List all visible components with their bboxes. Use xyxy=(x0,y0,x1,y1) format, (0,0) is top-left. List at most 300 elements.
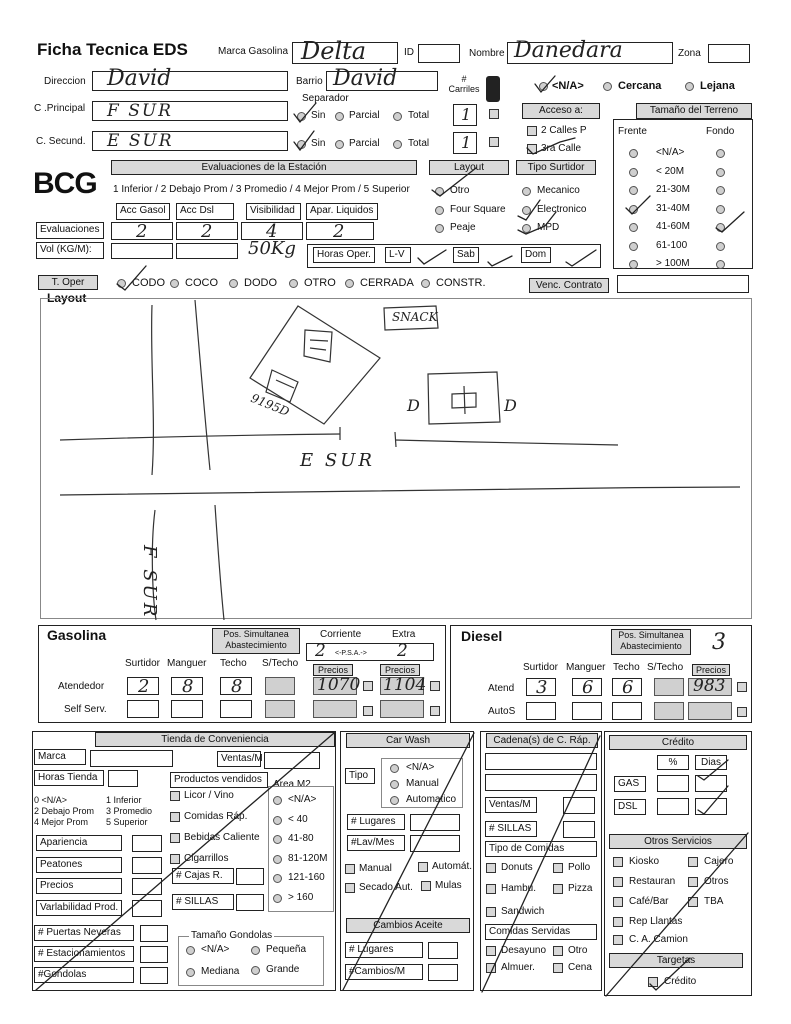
dsl-autos-manguer[interactable] xyxy=(572,702,602,720)
form-title: Ficha Tecnica EDS xyxy=(37,40,188,59)
gondola-title: Tamaño Gondolas xyxy=(191,930,273,941)
eval-accgasol-value: 2 xyxy=(136,221,148,242)
evaluaciones-label: Evaluaciones xyxy=(36,222,104,239)
tienda-area-radio[interactable] xyxy=(273,855,282,864)
servida-otro-label: Otro xyxy=(568,945,588,956)
servida-otro-check[interactable] xyxy=(553,946,563,956)
gondola-mediana-radio[interactable] xyxy=(186,968,195,977)
sep-total-label-2: Total xyxy=(408,138,430,149)
lv-label: L-V xyxy=(385,247,411,263)
gas-precio-check-2[interactable] xyxy=(430,681,440,691)
otros-servicio-check[interactable] xyxy=(688,857,698,867)
carwash-mulas-check[interactable] xyxy=(421,881,431,891)
tarjeta-credito-check[interactable] xyxy=(648,977,658,987)
terreno-size-label: 41-60M xyxy=(656,221,690,232)
toper-radio[interactable] xyxy=(289,279,298,288)
carwash-lugares-field[interactable] xyxy=(410,814,460,831)
otros-servicio-check[interactable] xyxy=(613,897,623,907)
terreno-size-label: 21-30M xyxy=(656,184,690,195)
tienda-gondolas-field[interactable] xyxy=(140,967,168,984)
tienda-rating-field[interactable] xyxy=(132,857,162,874)
tienda-area-label: <N/A> xyxy=(288,794,317,805)
acceso-2calles-label: 2 Calles P xyxy=(541,125,587,136)
fondo-label: Fondo xyxy=(706,126,735,137)
eval-col-accdsl: Acc Dsl xyxy=(176,203,234,220)
eval-scale: 1 Inferior / 2 Debajo Prom / 3 Promedio / 4 Mejor Prom / 5 Superior xyxy=(113,184,410,195)
terreno-header: Tamaño del Terreno xyxy=(636,103,752,119)
acceso-3ra-check[interactable] xyxy=(527,144,537,154)
gas-self-precio-1[interactable] xyxy=(313,700,357,718)
eval-header: Evaluaciones de la Estación xyxy=(111,160,417,175)
sep-parcial-label-2: Parcial xyxy=(349,138,380,149)
layout-foursquare-radio[interactable] xyxy=(435,206,444,215)
surtidor-header: Tipo Surtidor xyxy=(516,160,596,175)
tienda-rating-field[interactable] xyxy=(132,878,162,895)
dsl-precio-value: 983 xyxy=(693,676,726,696)
extra-label: Extra xyxy=(392,629,416,640)
proximity-cercana-radio[interactable] xyxy=(603,82,612,91)
csecund-value: E SUR xyxy=(107,131,174,151)
carwash-na-label: <N/A> xyxy=(406,762,435,773)
toper-label: CODO xyxy=(132,277,165,289)
gas-col-techo: Techo xyxy=(220,658,247,669)
credito-gas-dias[interactable] xyxy=(695,775,727,792)
tienda-sillas-label: # SILLAS xyxy=(172,894,234,910)
servida-desayuno-check[interactable] xyxy=(486,946,496,956)
gas-atend-stecho[interactable] xyxy=(265,677,295,695)
tienda-area-radio[interactable] xyxy=(273,796,282,805)
carwash-automat-check-label: Automát. xyxy=(432,861,473,872)
terreno-size-label: < 20M xyxy=(656,165,685,177)
otros-servicio-label: Kiosko xyxy=(629,856,660,867)
id-field[interactable] xyxy=(418,44,460,63)
otros-servicio-label: Otros xyxy=(704,876,729,887)
tienda-cajas-label: # Cajas R. xyxy=(172,868,234,884)
aceite-lugares-label: # Lugares xyxy=(345,942,423,958)
terreno-frente-radio[interactable] xyxy=(629,260,638,269)
layout-otro-radio[interactable] xyxy=(435,187,444,196)
eval-aparliquidos-value: 2 xyxy=(333,221,345,242)
tienda-area-label: 41-80 xyxy=(288,833,314,844)
sep-secund-total-radio[interactable] xyxy=(393,140,402,149)
sep-principal-total-radio[interactable] xyxy=(393,112,402,121)
tarjeta-credito-label: Crédito xyxy=(664,976,697,987)
tienda-product-check[interactable] xyxy=(170,854,180,864)
tienda-area-label: 121-160 xyxy=(288,872,325,883)
layout-otro-label: Otro xyxy=(450,185,470,196)
toper-radio[interactable] xyxy=(345,279,354,288)
gondola-grande-label: Grande xyxy=(266,964,300,975)
sketch-d-right: D xyxy=(504,396,517,415)
carwash-manual-radio[interactable] xyxy=(390,780,399,789)
dsl-autos-stecho[interactable] xyxy=(654,702,684,720)
atendedor-label: Atendedor xyxy=(58,681,105,692)
carriles-secund-field[interactable] xyxy=(453,132,477,154)
dsl-atend-stecho[interactable] xyxy=(654,678,684,696)
cadena-servidas-label: Comidas Servidas xyxy=(485,924,597,940)
carwash-secado-check[interactable] xyxy=(345,883,355,893)
aceite-header: Cambios Aceite xyxy=(346,918,470,933)
credito-gas-label: GAS xyxy=(614,776,646,792)
marca-label: Marca Gasolina xyxy=(218,46,289,57)
gas-atend-surtidor[interactable] xyxy=(127,677,159,695)
eval-accgasol-field[interactable] xyxy=(111,222,173,240)
carriles-principal-field[interactable] xyxy=(453,104,477,126)
sep-secund-parcial-radio[interactable] xyxy=(335,140,344,149)
toper-header: T. Oper xyxy=(38,275,98,290)
gas-precio-corriente-value: 1070 xyxy=(317,675,361,695)
dsl-atend-techo[interactable] xyxy=(612,678,642,696)
gas-precio-check-1[interactable] xyxy=(363,681,373,691)
otros-servicio-label: TBA xyxy=(704,896,724,907)
tienda-marca-field[interactable] xyxy=(90,750,173,767)
gas-self-precio-2[interactable] xyxy=(380,700,424,718)
terreno-fondo-radio[interactable] xyxy=(716,149,725,158)
proximity-lejana-label: Lejana xyxy=(700,80,735,92)
comida-pizza-check[interactable] xyxy=(553,884,563,894)
carwash-automatico-radio[interactable] xyxy=(390,796,399,805)
toper-label: DODO xyxy=(244,277,277,289)
dsl-atend-surtidor[interactable] xyxy=(526,678,556,696)
corriente-value: 2 xyxy=(315,641,326,661)
terreno-frente-radio[interactable] xyxy=(629,205,638,214)
credito-pct-label: % xyxy=(657,755,689,770)
gondola-na-label: <N/A> xyxy=(201,944,230,955)
sab-label: Sab xyxy=(453,247,479,263)
terreno-frente-radio[interactable] xyxy=(629,168,638,177)
surtidor-electronico-label: Electronico xyxy=(537,204,587,215)
tienda-rating-field[interactable] xyxy=(132,835,162,852)
cadena-tipo-label: Tipo de Comidas xyxy=(485,841,597,857)
tienda-area-radio[interactable] xyxy=(273,835,282,844)
gas-atend-techo[interactable] xyxy=(220,677,252,695)
gas-precios-header-2: Precios xyxy=(380,664,420,676)
terreno-size-label: 31-40M xyxy=(656,202,690,214)
marca-value: Delta xyxy=(301,37,367,65)
servida-cena-check[interactable] xyxy=(553,963,563,973)
credito-dsl-label: DSL xyxy=(614,799,646,815)
tienda-rating-label: Varlabilidad Prod. xyxy=(36,900,122,916)
traffic-light-icon xyxy=(486,76,500,102)
extra-value: 2 xyxy=(397,641,408,661)
tienda-scale-2: 2 Debajo Prom xyxy=(34,806,95,816)
terreno-fondo-radio[interactable] xyxy=(716,260,725,269)
toper-radio[interactable] xyxy=(170,279,179,288)
surtidor-mpd-radio[interactable] xyxy=(522,224,531,233)
otros-servicio-check[interactable] xyxy=(688,877,698,887)
carriles-principal-check[interactable] xyxy=(489,109,499,119)
tienda-rating-field[interactable] xyxy=(132,900,162,917)
credito-gas-pct[interactable] xyxy=(657,775,689,792)
tienda-neveras-field[interactable] xyxy=(140,925,168,942)
dsl-atend-manguer-value: 6 xyxy=(582,677,594,698)
comida-donuts-check[interactable] xyxy=(486,863,496,873)
toper-radio[interactable] xyxy=(421,279,430,288)
eval-col-visibilidad: Visibilidad xyxy=(246,203,301,220)
proximity-na-radio[interactable] xyxy=(539,82,548,91)
gas-atend-manguer[interactable] xyxy=(171,677,203,695)
venc-field[interactable] xyxy=(617,275,749,293)
dsl-col-stecho: S/Techo xyxy=(647,662,684,673)
eval-accdsl-field[interactable] xyxy=(176,222,238,240)
dsl-col-techo: Techo xyxy=(613,662,640,673)
comida-sandwich-check[interactable] xyxy=(486,907,496,917)
otros-servicio-check[interactable] xyxy=(613,917,623,927)
nombre-field[interactable] xyxy=(507,38,673,64)
gas-self-techo[interactable] xyxy=(220,700,252,718)
toper-radio[interactable] xyxy=(229,279,238,288)
tienda-area-label: 81-120M xyxy=(288,852,328,864)
tienda-product-check[interactable] xyxy=(170,833,180,843)
terreno-frente-radio[interactable] xyxy=(629,149,638,158)
tienda-estac-field[interactable] xyxy=(140,946,168,963)
gondola-na-radio[interactable] xyxy=(186,946,195,955)
servida-almuer-check[interactable] xyxy=(486,963,496,973)
tienda-area-radio[interactable] xyxy=(273,816,282,825)
tienda-scale-1: 1 Inferior xyxy=(106,795,142,805)
gas-self-surtidor[interactable] xyxy=(127,700,159,718)
tienda-rating-label: Peatones xyxy=(36,857,122,873)
toper-radio[interactable] xyxy=(117,279,126,288)
surtidor-mecanico-radio[interactable] xyxy=(522,187,531,196)
otros-servicio-label: C. A. Camion xyxy=(629,934,688,945)
dsl-autos-techo[interactable] xyxy=(612,702,642,720)
otros-header: Otros Servicios xyxy=(609,834,747,849)
otros-servicio-check[interactable] xyxy=(688,897,698,907)
cadena-field-2[interactable] xyxy=(485,774,597,791)
sep-principal-sin-radio[interactable] xyxy=(297,112,306,121)
tienda-cajas-field[interactable] xyxy=(236,868,264,885)
cadena-field-1[interactable] xyxy=(485,753,597,770)
cprincipal-label: C .Principal xyxy=(34,103,86,114)
gas-precio-extra-value: 1104 xyxy=(383,675,427,695)
sep-principal-parcial-radio[interactable] xyxy=(335,112,344,121)
terreno-fondo-radio[interactable] xyxy=(716,186,725,195)
tienda-product-label: Licor / Vino xyxy=(184,790,234,801)
eval-col-aparliquidos: Apar. Liquidos xyxy=(306,203,378,220)
sketch-street-f: F SUR xyxy=(139,545,160,620)
layout-peaje-label: Peaje xyxy=(450,222,476,233)
eval-aparliquidos-field[interactable] xyxy=(306,222,374,240)
tienda-product-check[interactable] xyxy=(170,812,180,822)
comida-hambu-check[interactable] xyxy=(486,884,496,894)
dsl-atend-label: Atend xyxy=(488,683,515,694)
tienda-scale-0: 0 <N/A> xyxy=(34,795,68,805)
acceso-3ra-label: 3ra Calle xyxy=(541,143,582,154)
tienda-scale-4: 4 Mejor Prom xyxy=(34,817,89,827)
tienda-scale-3: 3 Promedio xyxy=(106,806,153,816)
gas-self-check-1[interactable] xyxy=(363,706,373,716)
gas-self-stecho[interactable] xyxy=(265,700,295,718)
terreno-fondo-radio[interactable] xyxy=(716,168,725,177)
terreno-fondo-radio[interactable] xyxy=(716,242,725,251)
dsl-atend-techo-value: 6 xyxy=(622,677,634,698)
terreno-size-label: 61-100 xyxy=(656,239,688,251)
barrio-value: David xyxy=(333,66,398,91)
servida-cena-label: Cena xyxy=(568,962,592,973)
gas-self-manguer[interactable] xyxy=(171,700,203,718)
credito-dsl-dias[interactable] xyxy=(695,798,727,815)
gas-col-surtidor: Surtidor xyxy=(125,658,161,669)
self-label: Self Serv. xyxy=(64,704,107,715)
tienda-area-radio[interactable] xyxy=(273,894,282,903)
sep-secund-sin-radio[interactable] xyxy=(297,140,306,149)
nombre-label: Nombre xyxy=(469,48,505,59)
acceso-header: Acceso a: xyxy=(522,103,600,119)
sep-parcial-label: Parcial xyxy=(349,110,380,121)
gas-col-stecho: S/Techo xyxy=(262,658,299,669)
sep-total-label: Total xyxy=(408,110,430,121)
eval-col-accgasol: Acc Gasol xyxy=(116,203,170,220)
carriles-secund-check[interactable] xyxy=(489,137,499,147)
tienda-neveras-label: # Puertas Neveras xyxy=(34,925,134,941)
dsl-atend-surtidor-value: 3 xyxy=(536,677,548,698)
dsl-precio[interactable] xyxy=(688,678,732,696)
comida-hambu-label: Hambu. xyxy=(501,883,537,894)
servida-desayuno-label: Desayuno xyxy=(501,945,547,956)
proximity-lejana-radio[interactable] xyxy=(685,82,694,91)
terreno-size-label: <N/A> xyxy=(656,147,685,158)
carwash-automatico-label: Automatico xyxy=(406,794,457,805)
comida-donuts-label: Donuts xyxy=(501,862,533,873)
otros-servicio-check[interactable] xyxy=(613,857,623,867)
toper-label: CONSTR. xyxy=(436,277,486,289)
comida-pollo-label: Pollo xyxy=(568,862,591,873)
terreno-frente-radio[interactable] xyxy=(629,223,638,232)
id-label: ID xyxy=(404,47,414,58)
credito-header: Crédito xyxy=(609,735,747,750)
diesel-pos-header: Pos. Simultanea Abastecimiento xyxy=(611,629,691,655)
sketch-d-left: D xyxy=(407,396,420,415)
gas-precios-header-1: Precios xyxy=(313,664,353,676)
credito-dias-label: Dias xyxy=(695,755,727,770)
cadena-ventas-label: Ventas/M xyxy=(485,797,537,813)
vol-label: Vol (KG/M): xyxy=(36,242,104,259)
aceite-cambios-label: #Cambios/M xyxy=(345,964,423,980)
diesel-pos-value: 3 xyxy=(712,630,726,655)
otros-servicio-label: Restauran xyxy=(629,876,676,887)
gas-precio-corriente[interactable] xyxy=(313,675,361,695)
vol-field-2[interactable] xyxy=(176,243,238,259)
dom-label: Dom xyxy=(521,247,551,263)
surtidor-electronico-radio[interactable] xyxy=(522,206,531,215)
otros-servicio-check[interactable] xyxy=(613,877,623,887)
direccion-field[interactable] xyxy=(92,66,288,91)
layout-title: Layout xyxy=(47,291,87,305)
dsl-autos-check[interactable] xyxy=(737,707,747,717)
carwash-lavmes-field[interactable] xyxy=(410,835,460,852)
carwash-tipo-label: Tipo xyxy=(345,768,375,784)
cprincipal-field[interactable] xyxy=(92,101,288,121)
barrio-field[interactable] xyxy=(326,66,438,91)
layout-peaje-radio[interactable] xyxy=(435,224,444,233)
gondola-grande-radio[interactable] xyxy=(251,966,260,975)
zona-field[interactable] xyxy=(708,44,750,63)
otros-servicio-check[interactable] xyxy=(613,935,623,945)
carwash-automat-check[interactable] xyxy=(418,862,428,872)
carwash-na-radio[interactable] xyxy=(390,764,399,773)
frente-label: Frente xyxy=(618,126,647,137)
barrio-label: Barrio xyxy=(296,76,323,87)
diesel-title: Diesel xyxy=(461,628,503,644)
tienda-ventas-field[interactable] xyxy=(264,752,320,769)
acceso-2calles-check[interactable] xyxy=(527,126,537,136)
comida-pollo-check[interactable] xyxy=(553,863,563,873)
credito-dsl-pct[interactable] xyxy=(657,798,689,815)
zona-label: Zona xyxy=(678,48,701,59)
venc-header: Venc. Contrato xyxy=(529,278,609,293)
csecund-label: C. Secund. xyxy=(36,136,86,147)
toper-label: OTRO xyxy=(304,277,336,289)
vol-field-1[interactable] xyxy=(111,243,173,259)
direccion-label: Direccion xyxy=(44,76,86,87)
gasolina-pos-header: Pos. Simultanea Abastecimiento xyxy=(212,628,300,654)
nombre-value: Danedara xyxy=(514,38,623,63)
dsl-autos-surtidor[interactable] xyxy=(526,702,556,720)
carwash-lavmes-label: #Lav/Mes xyxy=(347,835,405,851)
cadena-header: Cadena(s) de C. Ráp. xyxy=(486,733,598,748)
cadena-ventas-field[interactable] xyxy=(563,797,595,814)
tienda-estac-label: # Estacionamientos xyxy=(34,946,134,962)
gas-atend-surtidor-value: 2 xyxy=(138,676,150,697)
dsl-precios-header: Precios xyxy=(692,664,730,676)
carwash-manual-check[interactable] xyxy=(345,864,355,874)
aceite-cambios-field[interactable] xyxy=(428,964,458,981)
gondola-pequena-radio[interactable] xyxy=(251,946,260,955)
terreno-fondo-radio[interactable] xyxy=(716,205,725,214)
tienda-gondolas-label: #Gondolas xyxy=(34,967,134,983)
dsl-autos-label: AutoS xyxy=(488,706,516,717)
tienda-scale-5: 5 Superior xyxy=(106,817,148,827)
tienda-area-label: > 160 xyxy=(288,891,314,903)
gas-self-check-2[interactable] xyxy=(430,706,440,716)
layout-foursquare-label: Four Square xyxy=(450,204,506,215)
terreno-frente-radio[interactable] xyxy=(629,186,638,195)
terreno-fondo-radio[interactable] xyxy=(716,223,725,232)
dsl-atend-manguer[interactable] xyxy=(572,678,602,696)
separador-label: Separador xyxy=(302,93,349,104)
terreno-size-label: > 100M xyxy=(656,258,690,269)
aceite-lugares-field[interactable] xyxy=(428,942,458,959)
sep-sin-label: Sin xyxy=(311,110,326,121)
gondola-mediana-label: Mediana xyxy=(201,966,240,977)
tarjetas-header: Targetas xyxy=(609,953,743,968)
csecund-field[interactable] xyxy=(92,131,288,151)
gas-precio-extra[interactable] xyxy=(380,675,427,695)
gasolina-title: Gasolina xyxy=(47,627,107,643)
carwash-manual-check-label: Manual xyxy=(359,863,392,874)
proximity-cercana-label: Cercana xyxy=(618,80,662,92)
tienda-area-label: < 40 xyxy=(288,813,308,825)
cadena-sillas-field[interactable] xyxy=(563,821,595,838)
psa-label: <-P.S.A.-> xyxy=(335,650,367,657)
psa-field[interactable] xyxy=(306,643,434,661)
tienda-sillas-field[interactable] xyxy=(236,894,264,911)
terreno-frente-radio[interactable] xyxy=(629,242,638,251)
proximity-na-label: <N/A> xyxy=(552,80,584,92)
dsl-precio-check[interactable] xyxy=(737,682,747,692)
corriente-label: Corriente xyxy=(320,629,362,640)
tienda-area-radio[interactable] xyxy=(273,874,282,883)
tienda-horas-field[interactable] xyxy=(108,770,138,787)
marca-field[interactable] xyxy=(292,37,398,65)
tienda-product-check[interactable] xyxy=(170,791,180,801)
gas-col-manguer: Manguer xyxy=(167,658,207,669)
tienda-marca-label: Marca xyxy=(34,749,86,765)
eval-accdsl-value: 2 xyxy=(201,221,213,242)
dsl-autos-precio[interactable] xyxy=(688,702,732,720)
surtidor-mpd-label: MPD xyxy=(537,222,560,233)
